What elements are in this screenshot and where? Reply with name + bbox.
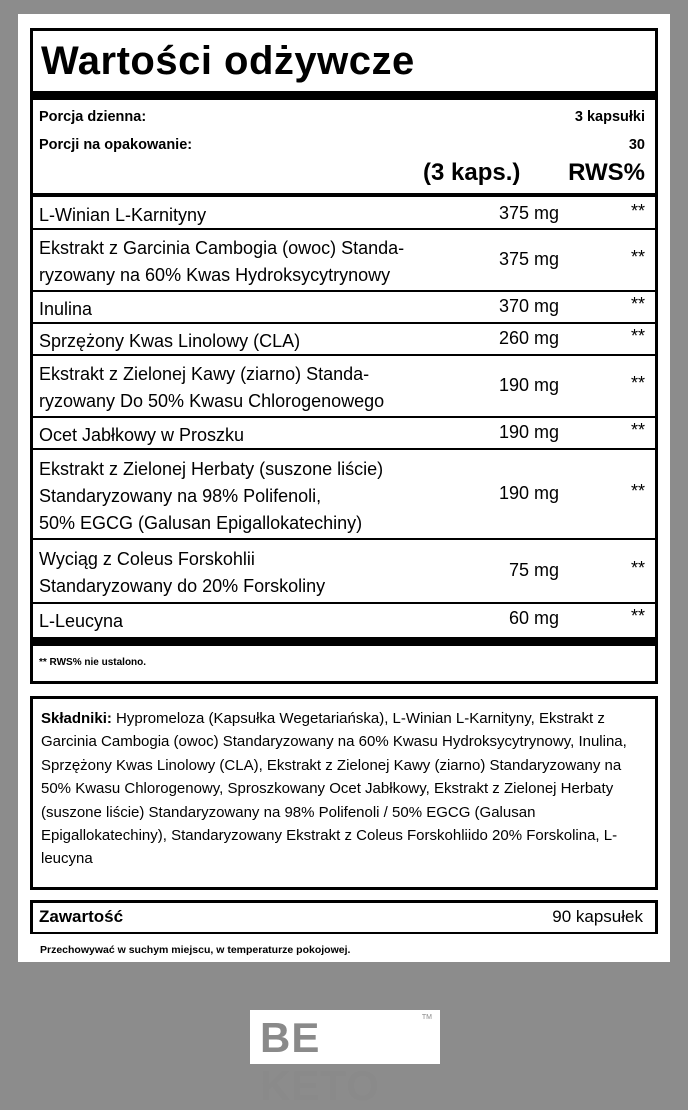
- nutrient-amount: 190 mg: [498, 375, 559, 395]
- nutrient-rws: **: [630, 558, 645, 578]
- ingredients-label: Składniki:: [41, 710, 112, 727]
- nutrient-row: [33, 230, 655, 292]
- nutrient-amount: 60 mg: [508, 608, 559, 628]
- rws-column-header: RWS%: [568, 159, 645, 186]
- storage-note: Przechowywać w suchym miejscu, w temperaturze pokojowej.: [40, 944, 351, 956]
- contents-value: 90 kapsułek: [552, 907, 643, 926]
- nutrient-amount: 375 mg: [498, 202, 559, 223]
- contents-box: [30, 900, 658, 934]
- amount-column-header: (3 kaps.): [423, 159, 521, 186]
- nutrient-name: [39, 361, 384, 415]
- nutrient-name: [39, 456, 383, 537]
- nutrient-rws: **: [630, 247, 645, 267]
- serving-label: Porcja dzienna:: [39, 109, 147, 125]
- nutrient-name-line: Sprzężony Kwas Linolowy (CLA): [39, 330, 301, 351]
- nutrient-amount: 75 mg: [508, 560, 559, 580]
- nutrient-name-line: L-Winian L-Karnityny: [39, 205, 207, 225]
- trademark-mark: TM: [421, 1014, 432, 1021]
- servings-per-label: Porcji na opakowanie:: [39, 137, 193, 153]
- nutrient-rws: **: [630, 326, 645, 346]
- nutrient-row: [33, 199, 655, 230]
- nutrient-row: [33, 356, 655, 418]
- nutrient-amount: 190 mg: [498, 422, 559, 442]
- nutrient-name-line: 50% EGCG (Galusan Epigallokatechiny): [39, 512, 363, 533]
- nutrient-row: [33, 292, 655, 324]
- nutrient-amount: 370 mg: [498, 296, 559, 316]
- serving-value: 3 kapsułki: [574, 109, 645, 125]
- nutrient-rws: **: [630, 294, 645, 314]
- nutrient-name: [39, 422, 244, 449]
- nutrient-row: [33, 540, 655, 604]
- nutrient-name: [39, 296, 92, 323]
- ingredients-box: [30, 696, 658, 890]
- rws-footnote: ** RWS% nie ustalono.: [39, 657, 147, 668]
- nutrient-rws: **: [630, 373, 645, 393]
- brand-name: BE KETO: [260, 1014, 380, 1109]
- nutrient-name-line: Ekstrakt z Zielonej Kawy (ziarno) Standa-: [39, 364, 370, 384]
- nutrition-facts-box: [30, 28, 658, 684]
- servings-per-value: 30: [628, 137, 645, 153]
- nutrient-name-line: Inulina: [39, 298, 93, 319]
- ingredients-text: Hypromeloza (Kapsułka Wegetariańska), L-Winian L-Karnityny, Ekstrakt z Garcinia Cambogia (owoc) Standaryzowany na 60% Kwasu Hydroksycytrynowy, Inulina, Sprzężony Kwas Linolowy (CLA), Ekstrakt z Zielonej Kawy (ziarno) Standaryzowany na 50% Kwasu Chlorogenowy, Sproszkowany Ocet Jabłkowy, Ekstrakt z Zielonej Herbaty (suszone liście) Standaryzowany na 98% Polifenoli / 50% EGCG (Galusan Epigallokatechiny), Standaryzowany Ekstrakt z Coleus Forskohliido 20% Forskolina, L-leucyna: [41, 710, 627, 868]
- nutrient-rws: **: [630, 200, 645, 221]
- nutrient-rws: **: [630, 420, 645, 440]
- nutrient-rws: **: [630, 606, 645, 626]
- nutrient-name-line: Ekstrakt z Garcinia Cambogia (owoc) Standa-: [39, 238, 405, 258]
- nutrient-name-line: L-Leucyna: [39, 610, 124, 631]
- brand-logo: [250, 1010, 440, 1109]
- nutrient-amount: 260 mg: [498, 328, 559, 348]
- nutrient-name: [39, 235, 404, 289]
- nutrient-row: [33, 450, 655, 540]
- nutrient-name-line: ryzowany na 60% Kwas Hydroksycytrynowy: [39, 265, 391, 285]
- header-divider: [33, 193, 655, 197]
- rows-end-divider: [33, 637, 655, 646]
- nutrient-row: [33, 324, 655, 356]
- nutrient-name-line: Standaryzowany do 20% Forskoliny: [39, 576, 326, 596]
- nutrient-name: [39, 546, 325, 600]
- nutrient-name: [39, 328, 300, 355]
- nutrient-row: [33, 604, 655, 636]
- nutrient-name-line: ryzowany Do 50% Kwasu Chlorogenowego: [39, 391, 385, 411]
- ingredients-paragraph: [41, 707, 647, 871]
- nutrient-row: [33, 418, 655, 450]
- nutrient-name: [39, 202, 206, 229]
- nutrient-name-line: Ocet Jabłkowy w Proszku: [39, 424, 245, 445]
- contents-label: Zawartość: [39, 907, 124, 926]
- nutrient-name-line: Ekstrakt z Zielonej Herbaty (suszone liście): [39, 458, 384, 479]
- nutrient-amount: 190 mg: [498, 483, 559, 503]
- nutrient-name: [39, 608, 123, 635]
- nutrient-rws: **: [630, 481, 645, 501]
- nutrient-amount: 375 mg: [498, 249, 559, 269]
- nutrition-title: Wartości odżywcze: [41, 39, 415, 83]
- nutrient-name-line: Wyciąg z Coleus Forskohlii: [39, 549, 255, 569]
- title-divider: [33, 91, 655, 100]
- nutrient-name-line: Standaryzowany na 98% Polifenoli,: [39, 485, 322, 506]
